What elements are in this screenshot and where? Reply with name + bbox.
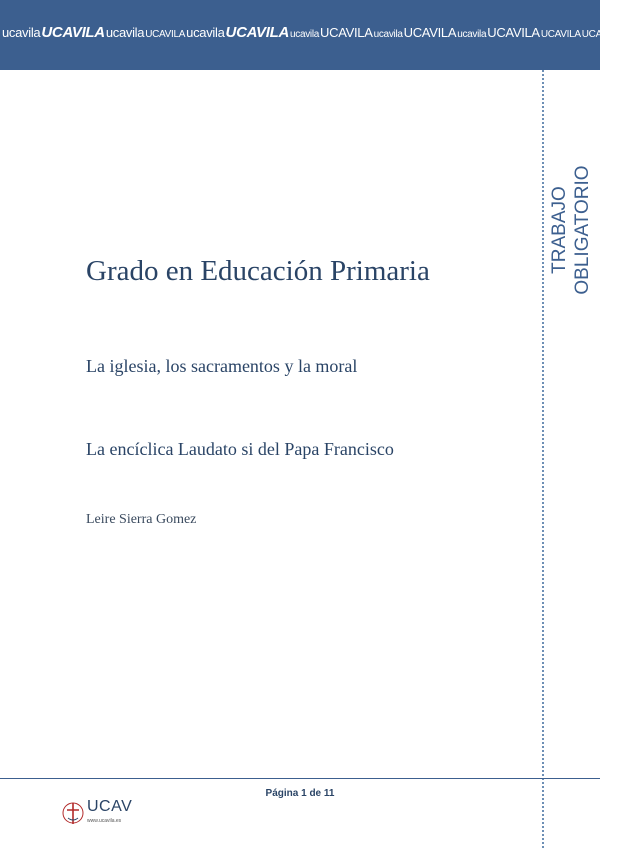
banner-segment: UCAVILA [225,24,289,41]
banner-segment: ucavila [289,29,320,40]
banner-segment: ucavila [457,29,487,40]
work-title: La encíclica Laudato si del Papa Francisco [86,439,394,459]
logo-url: www.ucavila.es [87,818,122,824]
banner-segment: UCAVILA [320,25,373,40]
banner-segment: ucavila [105,25,145,40]
banner-segment: UCAVILA [540,29,581,40]
degree-title: Grado en Educación Primaria [86,255,430,287]
footer-divider [0,778,600,779]
page-number: Página 1 de 11 [265,788,335,799]
document-type-line-1: TRABAJO [549,186,570,274]
banner-segment: UCAVILA [581,29,622,40]
logo-name: UCAV [87,798,133,815]
vertical-divider [542,70,544,848]
header-banner [0,0,622,70]
banner-pattern [2,24,623,41]
document-type-line-2: OBLIGATORIO [572,165,593,295]
banner-segment: UCAVILA [41,24,105,41]
author-name: Leire Sierra Gomez [86,512,197,527]
banner-segment: UCAVILA [403,25,457,40]
banner-segment: ucavila [186,25,225,40]
university-crest-icon [62,800,84,828]
banner-segment: ucavila [2,25,41,40]
banner-segment: ucavila [373,29,403,40]
banner-segment: UCAVILA [145,29,186,40]
subject-title: La iglesia, los sacramentos y la moral [86,356,358,376]
banner-segment: UCAVILA [487,25,540,40]
document-type-label [548,150,608,310]
